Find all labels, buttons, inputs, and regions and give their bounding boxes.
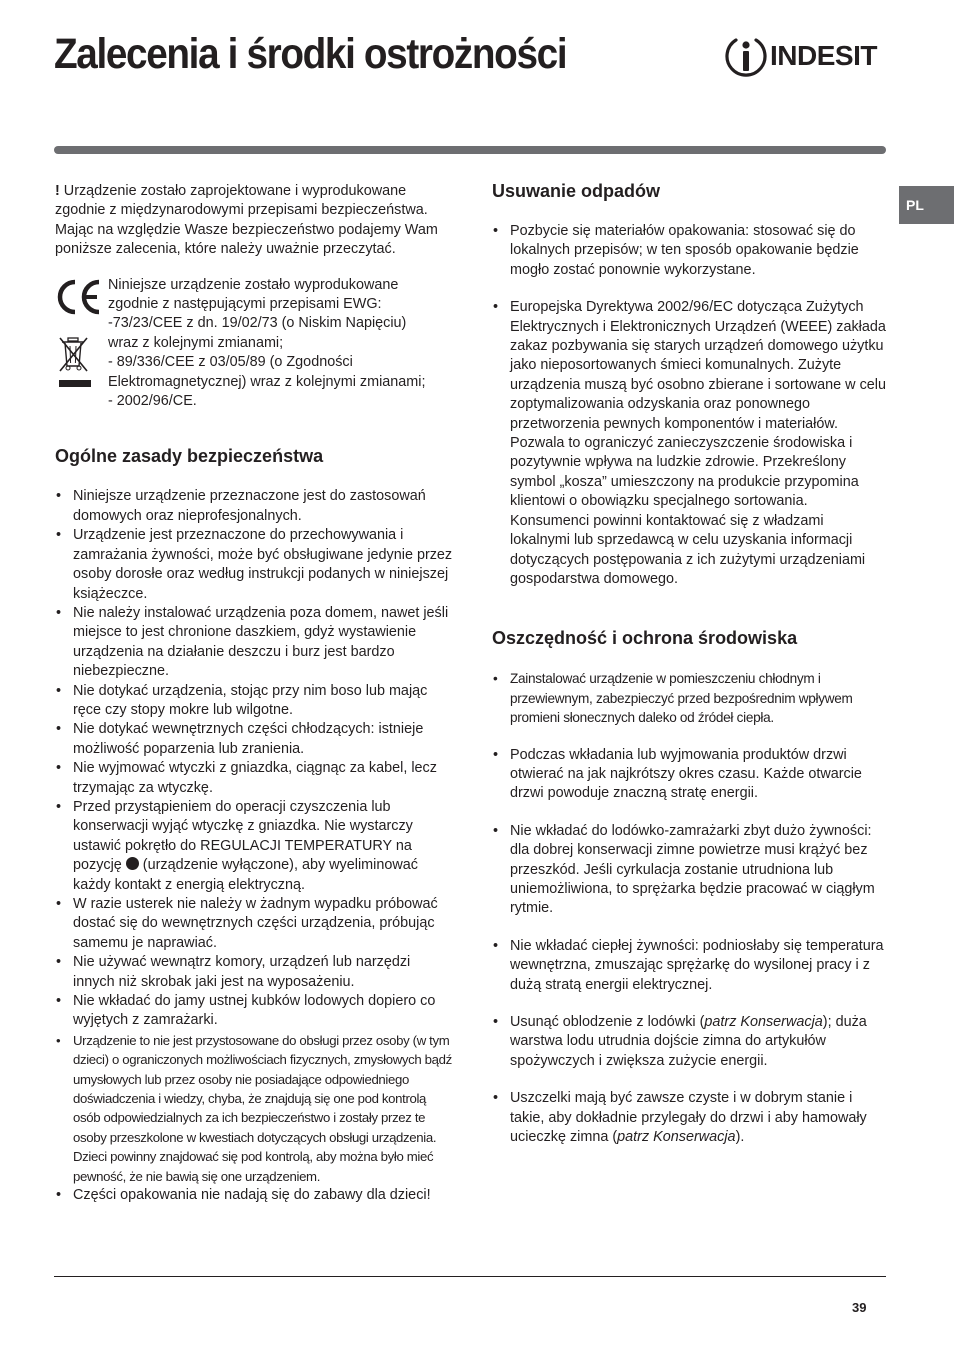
crossed-bin-icon bbox=[58, 334, 94, 392]
safety-heading: Ogólne zasady bezpieczeństwa bbox=[55, 446, 324, 467]
saving-item: • Zainstalować urządzenie w pomieszczeniu chłodnym i przewiewnym, zabezpieczyć przed bezpośrednim wpływem promieni słonecznych daleko od źródeł ciepła. bbox=[492, 669, 887, 727]
safety-item: • Części opakowania nie nadają się do zabawy dla dzieci! bbox=[55, 1186, 455, 1205]
regulation-text bbox=[108, 276, 455, 412]
safety-item: • Nie dotykać wewnętrznych części chłodzących: istnieje możliwość poparzenia lub zranienia. bbox=[55, 720, 455, 759]
regulation-line: - 89/336/CEE z 03/05/89 (o Zgodności bbox=[108, 354, 353, 371]
regulation-line: wraz z kolejnymi zmianami; bbox=[108, 334, 284, 351]
disposal-item: • Pozbycie się materiałów opakowania: stosować się do lokalnych przepisów; w ten sposób opakowanie będzie mogło zostać ponownie wykorzystane. bbox=[492, 222, 887, 280]
safety-item: • Urządzenie jest przeznaczone do przechowywania i zamrażania żywności, może być obsługiwane jedynie przez osoby dorosłe oraz według instrukcji podanych w niniejszej książeczce. bbox=[55, 526, 455, 604]
regulation-line: - 2002/96/CE. bbox=[108, 393, 197, 410]
ce-mark-icon bbox=[55, 277, 103, 317]
maintenance-reference: patrz Konserwacja bbox=[617, 1129, 736, 1146]
warning-mark: ! bbox=[55, 183, 60, 199]
saving-heading: Oszczędność i ochrona środowiska bbox=[492, 628, 798, 649]
regulation-block bbox=[55, 276, 455, 412]
cleaning-text-end: (urządzenie wyłączone), aby wyeliminować każdy kontakt z energią elektryczną. bbox=[73, 857, 418, 893]
intro-text: Urządzenie zostało zaprojektowane i wyprodukowane zgodnie z międzynarodowymi przepisami bezpieczeństwa. Mając na względzie Wasze bezpieczeństwo podajemy Wam poniższe zalecenia, które należy uważnie przeczytać. bbox=[55, 183, 438, 258]
maintenance-reference: patrz Konserwacja bbox=[704, 1014, 823, 1030]
weee-contact-text: Konsumenci powinni kontaktować się z władzami lokalnymi lub sprzedawcą w celu uzyskania informacji dotyczących postępowania z ich zużytymi urządzeniami gospodarstwa domowego. bbox=[510, 512, 866, 587]
saving-item bbox=[492, 1013, 887, 1071]
saving-item: • Nie wkładać do lodówko-zamrażarki zbyt dużo żywności: dla dobrej konserwacji zimne powietrze musi krążyć bez przeszkód. Jeśli cyrkulacja zostanie utrudniona lub uniemożliwiona, to sprężarka będzie pracować w ciągłym rytmie. bbox=[492, 822, 887, 919]
saving-item bbox=[492, 1089, 887, 1147]
disposal-heading: Usuwanie odpadów bbox=[492, 181, 661, 201]
regulation-icons bbox=[55, 276, 103, 396]
brand-name: INDESIT bbox=[770, 40, 877, 71]
safety-item-persons: • Urządzenie to nie jest przystosowane do obsługi przez osoby (w tym dzieci) o ograniczonych możliwościach fizycznych, zmysłowych bądź umysłowych lub przez osoby nie posiadające odpowiedniego doświadczenia i wiedzy, chyba, że znajdują się one pod kontrolą osób odpowiedzialnych za ich bezpieczeństwo i zostały przez te osoby przeszkolone w kwestiach dotyczących obsługi urządzenia. Dzieci powinny znajdować się pod kontrolą, aby można było mieć pewność, że nie bawią się one urządzeniem. bbox=[55, 1031, 455, 1186]
off-position-dot-icon bbox=[126, 857, 139, 870]
seals-text: Uszczelki mają być zawsze czyste i w dobrym stanie i takie, aby dokładnie przylegały do drzwi i aby hamowały ucieczkę zimna ( bbox=[510, 1090, 867, 1146]
regulation-line: zgodnie z następującymi przepisami EWG: bbox=[108, 296, 382, 313]
disposal-list bbox=[492, 222, 887, 589]
saving-list bbox=[492, 669, 887, 1147]
safety-item: • Nie wyjmować wtyczki z gniazdka, ciągnąc za kabel, lecz trzymając za wtyczkę. bbox=[55, 759, 455, 798]
defrost-text: Usunąć oblodzenie z lodówki ( bbox=[510, 1014, 705, 1030]
safety-item: • Nie wkładać do jamy ustnej kubków lodowych dopiero co wyjętych z zamrażarki. bbox=[55, 992, 455, 1031]
footer-rule bbox=[54, 1276, 886, 1277]
regulation-line: -73/23/CEE z dn. 19/02/73 (o Niskim Napięciu) bbox=[108, 315, 407, 332]
page-number: 39 bbox=[852, 1300, 867, 1315]
seals-text-end: ). bbox=[735, 1129, 745, 1146]
cleaning-text-start: Przed przystąpieniem do operacji czyszczenia lub konserwacji wyjąć wtyczkę z gniazdka. Nie wystarczy ustawić pokrętło do REGULACJI TEMPERATURY na pozycję bbox=[73, 798, 413, 874]
saving-item: • Podczas wkładania lub wyjmowania produktów drzwi otwierać na jak najkrótszy okres czasu. Każde otwarcie drzwi powoduje znaczną stratę energii. bbox=[492, 746, 887, 804]
weee-text: Europejska Dyrektywa 2002/96/EC dotycząca Zużytych Elektrycznych i Elektronicznych Urządzeń (WEEE) zakłada zakaz pozbywania się starych urządzeń domowego użytku jako nieposortowanych śmieci komunalnych. Zużyte urządzenia muszą być osobno zbierane i sortowane w celu zoptymalizowania odzyskania oraz ponownego przetworzenia pewnych komponentów i materiałów. Pozwala to ograniczyć zanieczyszczenie środowiska i pozytywnie wpływa na ludzkie zdrowie. Przekreślony symbol „kosza” umieszczony na produkcie przypomina klientowi o obowiązku specjalnego sortowania. bbox=[510, 299, 886, 510]
right-column bbox=[492, 180, 887, 1165]
language-tab: PL bbox=[899, 186, 954, 224]
header-rule bbox=[54, 146, 886, 154]
safety-item-cleaning bbox=[55, 798, 455, 895]
intro-paragraph bbox=[55, 182, 455, 260]
page-title: Zalecenia i środki ostrożności bbox=[54, 30, 567, 78]
indesit-logo-mark-icon bbox=[724, 34, 768, 80]
regulation-line: Niniejsze urządzenie zostało wyprodukowane bbox=[108, 276, 399, 293]
safety-item: • Niniejsze urządzenie przeznaczone jest do zastosowań domowych oraz nieprofesjonalnych. bbox=[55, 487, 455, 526]
safety-item: • Nie należy instalować urządzenia poza domem, nawet jeśli miejsce to jest chronione daszkiem, gdyż wystawienie urządzenia na działanie deszczu i burz jest bardzo niebezpieczne. bbox=[55, 604, 455, 682]
saving-item: • Nie wkładać ciepłej żywności: podniosłaby się temperatura wewnętrzna, zmuszając sprężarkę do wysilonej pracy i z dużą stratą energii elektrycznej. bbox=[492, 937, 887, 995]
defrost-text-end: ); duża warstwa lodu utrudnia dojście zimna do artykułów spożywczych i zwiększa zużycie energii. bbox=[510, 1014, 867, 1069]
disposal-item bbox=[492, 298, 887, 589]
regulation-line: Elektromagnetycznej) wraz z kolejnymi zmianami; bbox=[108, 373, 426, 390]
safety-item: • Nie używać wewnątrz komory, urządzeń lub narzędzi innych niż skrobak jaki jest na wyposażeniu. bbox=[55, 953, 455, 992]
safety-item: • Nie dotykać urządzenia, stojąc przy nim boso lub mając ręce czy stopy mokre lub wilgotne. bbox=[55, 682, 455, 721]
safety-item: • W razie usterek nie należy w żadnym wypadku próbować dostać się do wewnętrznych części urządzenia, próbując samemu je naprawiać. bbox=[55, 895, 455, 953]
left-column bbox=[55, 182, 455, 1206]
indesit-logo bbox=[724, 34, 888, 80]
safety-list bbox=[55, 487, 455, 1205]
